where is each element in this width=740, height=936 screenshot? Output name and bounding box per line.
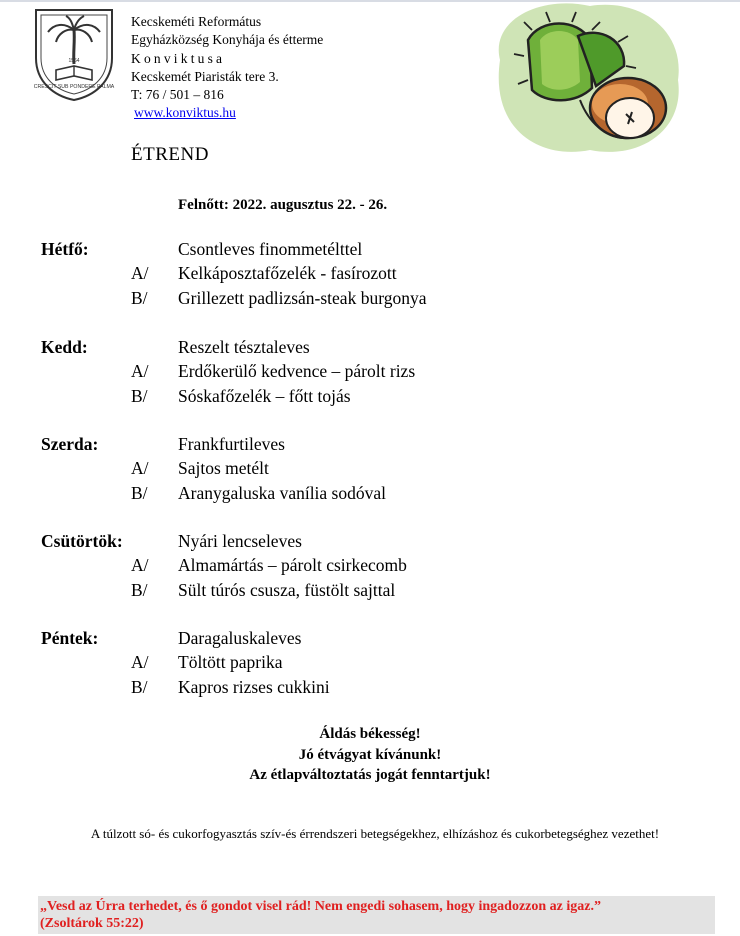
- dish: Sült túrós csusza, füstölt sajttal: [178, 579, 396, 600]
- dish: Kapros rizses cukkini: [178, 676, 330, 697]
- option-label: B/: [131, 287, 148, 308]
- option-label: B/: [131, 385, 148, 406]
- dish: Töltött paprika: [178, 652, 283, 673]
- bible-verse: [38, 896, 715, 934]
- verse-text: „Vesd az Úrra terhedet, és ő gondot visel rád! Nem engedi sohasem, hogy ingadozzon az igaz.”: [40, 899, 601, 914]
- letterhead: [131, 13, 323, 123]
- day-name: Hétfő:: [41, 239, 89, 259]
- menu-day: [41, 237, 701, 310]
- option-label: B/: [131, 676, 148, 697]
- soup: Reszelt tésztaleves: [178, 337, 310, 357]
- day-name: Péntek:: [41, 628, 99, 648]
- closing-line: Jó étvágyat kívánunk!: [298, 746, 442, 763]
- option-label: A/: [131, 555, 149, 576]
- closing-line: Áldás békesség!: [319, 726, 421, 742]
- health-note: A túlzott só- és cukorfogyasztás szív-és érrendszeri betegségekhez, elhízáshoz és cukorbetegséghez vezethet!: [90, 826, 660, 841]
- seal-palm-book-icon: [26, 6, 122, 102]
- menu-day: [41, 432, 701, 505]
- dish: Kelkáposztafőzelék - fasírozott: [178, 263, 397, 284]
- option-label: B/: [131, 482, 148, 503]
- dish: Erdőkerülő kedvence – párolt rizs: [178, 361, 416, 382]
- dish: Aranygaluska vanília sodóval: [178, 482, 387, 503]
- option-label: A/: [131, 458, 149, 479]
- day-name: Szerda:: [41, 434, 99, 454]
- dish: Almamártás – párolt csirkecomb: [178, 555, 407, 576]
- logo-motto: CRESCIT SUB PONDERE PALMA: [33, 84, 115, 90]
- closing-block: [0, 724, 740, 786]
- soup: Csontleves finommetélttel: [178, 239, 363, 259]
- soup: Frankfurtileves: [178, 434, 285, 454]
- menu-day: [41, 529, 701, 602]
- phone: T: 76 / 501 – 816: [131, 87, 224, 103]
- verse-reference: (Zsoltárok 55:22): [40, 916, 144, 931]
- option-label: A/: [131, 263, 149, 284]
- day-name: Csütörtök:: [41, 531, 123, 551]
- dish: Grillezett padlizsán-steak burgonya: [178, 287, 427, 308]
- option-label: B/: [131, 579, 148, 600]
- org-name: Konviktusa: [131, 50, 226, 66]
- dish: Sajtos metélt: [178, 458, 269, 479]
- org-line-2: Egyházközség Konyhája és étterme: [131, 32, 324, 48]
- menu-period: Felnőtt: 2022. augusztus 22. - 26.: [178, 197, 388, 213]
- closing-line: Az étlapváltoztatás jogát fenntartjuk!: [249, 767, 491, 783]
- soup: Nyári lencseleves: [178, 531, 302, 551]
- soup: Daragaluskaleves: [178, 628, 302, 648]
- page-title: ÉTREND: [131, 144, 209, 165]
- option-label: A/: [131, 652, 149, 673]
- option-label: A/: [131, 361, 149, 382]
- org-line-1: Kecskeméti Református: [131, 14, 262, 29]
- chestnut-illustration-icon: [480, 0, 690, 158]
- logo-year: 1564: [68, 58, 80, 64]
- website-link[interactable]: www.konviktus.hu: [134, 105, 236, 121]
- menu-day: [41, 335, 701, 408]
- dish: Sóskafőzelék – főtt tojás: [178, 385, 351, 406]
- menu-day: [41, 626, 701, 699]
- day-name: Kedd:: [41, 337, 88, 357]
- address: Kecskemét Piaristák tere 3.: [131, 68, 279, 84]
